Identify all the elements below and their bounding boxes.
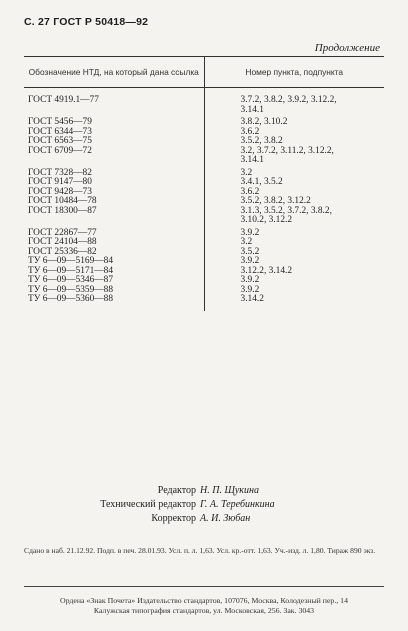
printer-line: Калужская типография стандартов, ул. Московская, 256. Зак. 3043 xyxy=(93,606,315,615)
points-line: 3.12.2, 3.14.2 xyxy=(240,265,293,276)
points-line: 3.9.2 xyxy=(240,256,260,266)
table-row xyxy=(24,295,384,311)
document-cell: ГОСТ 6344—73 xyxy=(24,128,204,138)
credits xyxy=(0,484,408,526)
points-cell xyxy=(204,147,384,166)
points-cell xyxy=(204,295,384,311)
points-line: 3.2 xyxy=(240,167,253,178)
document-cell: ТУ 6—09—5346—87 xyxy=(24,276,204,286)
credit-role: Редактор xyxy=(157,485,196,496)
points-line: 3.9.2 xyxy=(240,227,260,238)
points-line: 3.8.2, 3.10.2 xyxy=(240,117,288,127)
points-line: 3.1.3, 3.5.2, 3.7.2, 3.8.2, xyxy=(240,205,332,216)
document-cell: ГОСТ 18300—87 xyxy=(24,207,204,226)
points-cell xyxy=(204,248,384,258)
points-line: 3.2 xyxy=(240,237,253,247)
points-line: 3.2, 3.7.2, 3.11.2, 3.12.2, xyxy=(240,145,334,156)
points-line: 3.10.2, 3.12.2 xyxy=(240,215,293,225)
document-cell: ГОСТ 24104—88 xyxy=(24,238,204,248)
references-table xyxy=(24,56,384,311)
credit-editor xyxy=(0,484,408,498)
document-cell: ГОСТ 10484—78 xyxy=(24,197,204,207)
points-line: 3.6.2 xyxy=(240,126,260,137)
publisher-line: Ордена «Знак Почета» Издательство стандартов, 107076, Москва, Колодезный пер., 14 xyxy=(60,596,348,605)
document-cell: ТУ 6—09—5171—84 xyxy=(24,267,204,277)
points-line: 3.14.2 xyxy=(240,294,264,304)
page-header: С. 27 ГОСТ Р 50418—92 xyxy=(24,16,149,28)
points-line: 3.5.2, 3.8.2, 3.12.2 xyxy=(240,196,311,206)
points-cell xyxy=(204,178,384,188)
document-cell: ГОСТ 6563—75 xyxy=(24,137,204,147)
document-cell: ГОСТ 5456—79 xyxy=(24,115,204,128)
points-cell xyxy=(204,115,384,128)
points-cell xyxy=(204,128,384,138)
document-cell: ГОСТ 9428—73 xyxy=(24,188,204,198)
points-cell xyxy=(204,96,384,115)
document-cell: ГОСТ 25336—82 xyxy=(24,248,204,258)
table-row xyxy=(24,207,384,226)
credit-role: Корректор xyxy=(151,513,196,524)
print-imprint: Сдано в наб. 21.12.92. Подп. в печ. 28.01.93. Усл. п. л. 1,63. Усл. кр.-отт. 1,63. Уч.-изд. л. 1,80. Тираж 890 экз. xyxy=(24,546,376,555)
points-cell xyxy=(204,286,384,296)
credit-name: Г. А. Теребинкина xyxy=(200,499,275,510)
credit-proofreader xyxy=(0,512,408,526)
document-cell: ГОСТ 4919.1—77 xyxy=(24,96,204,115)
credit-role: Технический редактор xyxy=(100,499,196,510)
points-line: 3.5.2, 3.8.2 xyxy=(240,136,283,146)
points-cell xyxy=(204,267,384,277)
column-header-points: Номер пункта, подпункта xyxy=(204,57,384,88)
continuation-label: Продолжение xyxy=(314,42,380,54)
column-header-document: Обозначение НТД, на который дана ссылка xyxy=(24,57,204,88)
credit-name: Н. П. Щукина xyxy=(200,485,259,496)
points-line: 3.5.2 xyxy=(240,246,260,257)
points-line: 3.7.2, 3.8.2, 3.9.2, 3.12.2, xyxy=(240,95,337,105)
document-cell: ТУ 6—09—5360—88 xyxy=(24,295,204,311)
points-cell xyxy=(204,226,384,239)
document-cell: ГОСТ 6709—72 xyxy=(24,147,204,166)
document-cell: ГОСТ 9147—80 xyxy=(24,178,204,188)
footer-rule xyxy=(24,586,384,587)
document-cell: ТУ 6—09—5169—84 xyxy=(24,257,204,267)
document-cell: ТУ 6—09—5359—88 xyxy=(24,286,204,296)
points-cell xyxy=(204,166,384,179)
points-line: 3.6.2 xyxy=(240,186,260,197)
publisher-footer xyxy=(24,596,384,616)
points-line: 3.9.2 xyxy=(240,275,260,285)
credit-technical-editor xyxy=(0,498,408,512)
document-cell: ГОСТ 7328—82 xyxy=(24,166,204,179)
table-row xyxy=(24,96,384,115)
points-line: 3.14.1 xyxy=(240,155,264,165)
points-line: 3.4.1, 3.5.2 xyxy=(240,177,283,187)
table-row xyxy=(24,147,384,166)
points-cell xyxy=(204,276,384,286)
table-body xyxy=(24,88,384,311)
points-cell xyxy=(204,207,384,226)
points-line: 3.14.1 xyxy=(240,104,264,115)
points-line: 3.9.2 xyxy=(240,284,260,295)
points-cell xyxy=(204,257,384,267)
table-row xyxy=(24,115,384,128)
document-cell: ГОСТ 22867—77 xyxy=(24,226,204,239)
points-cell xyxy=(204,238,384,248)
credit-name: А. И. Зюбан xyxy=(200,513,251,524)
